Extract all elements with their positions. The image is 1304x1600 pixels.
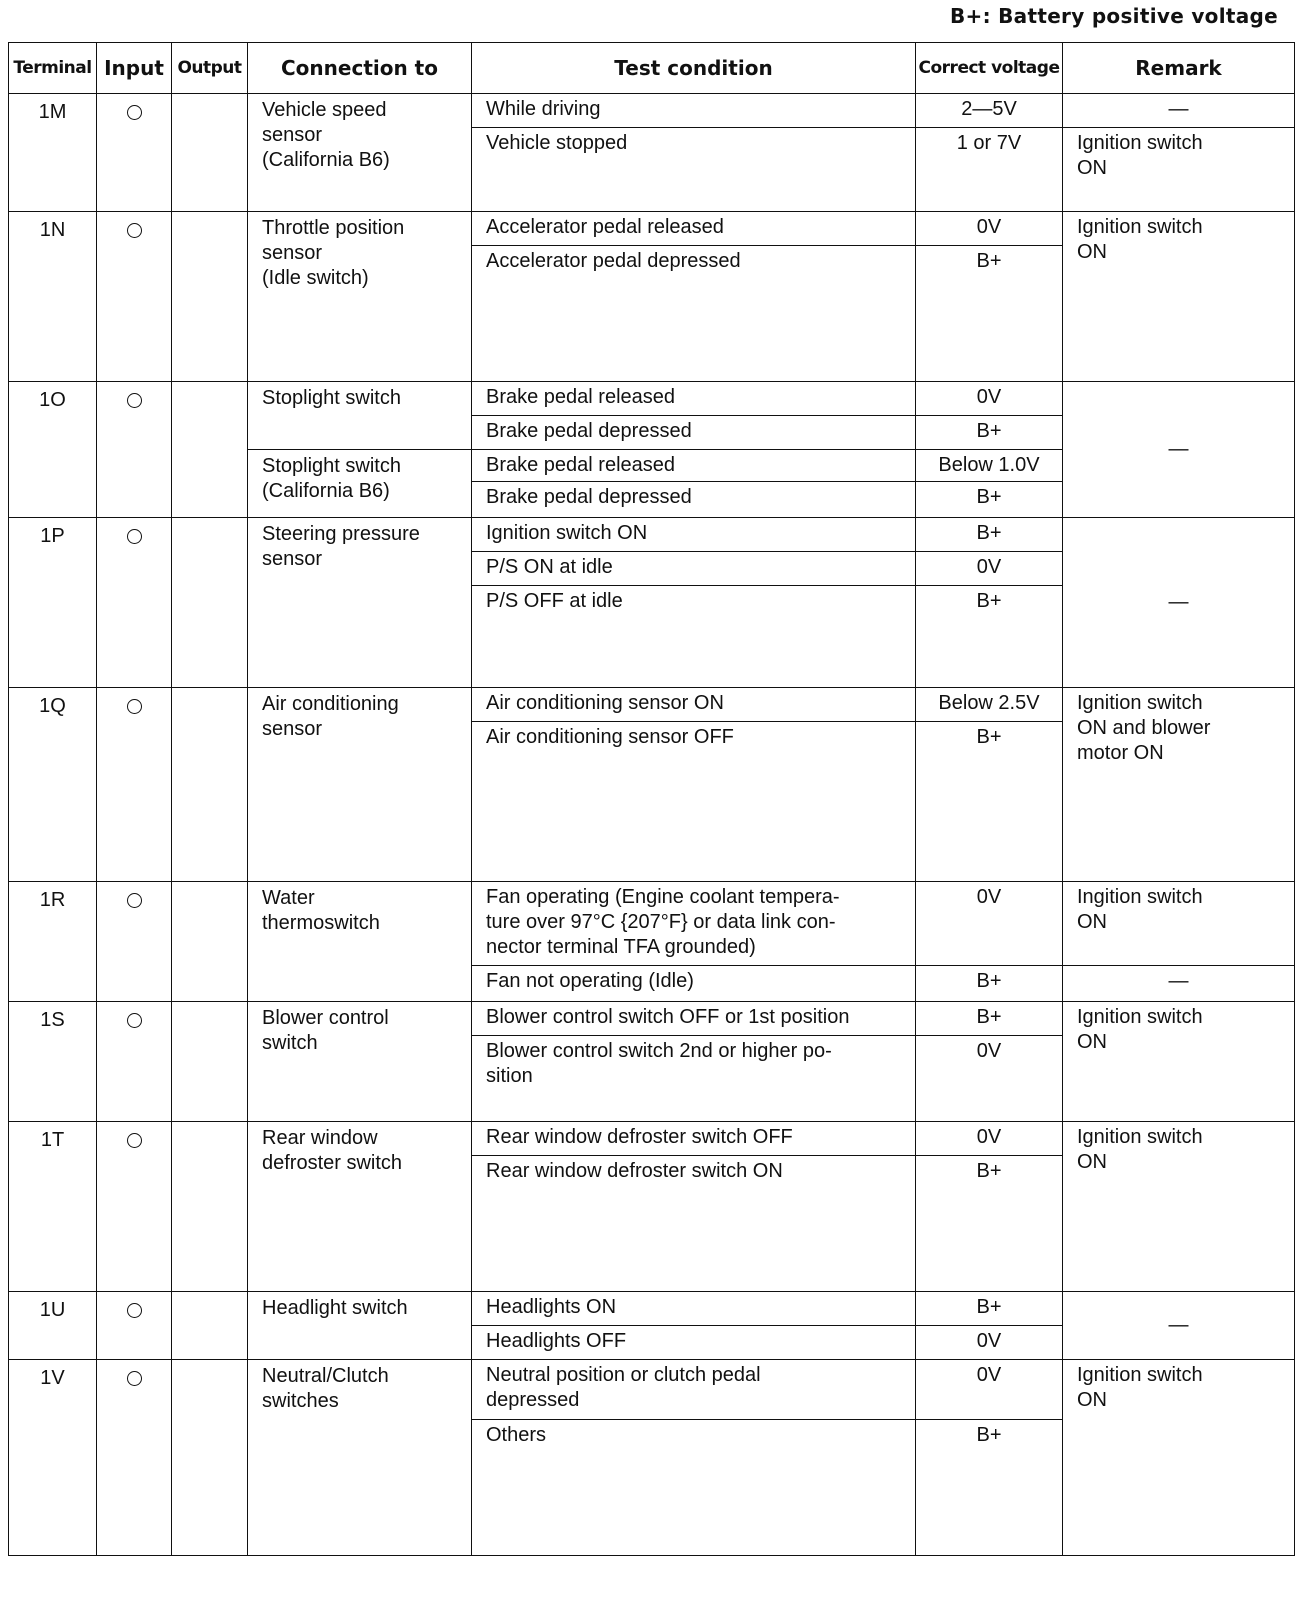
remark-cell: Ignition switch ON: [1063, 1002, 1295, 1122]
header-input: Input: [97, 43, 172, 94]
connection-cell: Air conditioning sensor: [248, 688, 472, 882]
connection-cell: Neutral/Clutch switches: [248, 1360, 472, 1556]
output-cell: [172, 212, 248, 382]
input-cell: [97, 382, 172, 518]
connection-cell: Stoplight switch (California B6): [248, 450, 472, 518]
condition-cell: While driving: [472, 94, 916, 128]
condition-cell: Rear window defroster switch ON: [472, 1156, 916, 1292]
terminal-cell: 1N: [9, 212, 97, 382]
header-output: Output: [172, 43, 248, 94]
condition-cell: Accelerator pedal released: [472, 212, 916, 246]
voltage-cell: 0V: [916, 1360, 1063, 1420]
circle-icon: [127, 1133, 142, 1148]
circle-icon: [127, 393, 142, 408]
voltage-cell: B+: [916, 722, 1063, 882]
output-cell: [172, 1002, 248, 1122]
terminal-cell: 1P: [9, 518, 97, 688]
terminal-cell: 1V: [9, 1360, 97, 1556]
circle-icon: [127, 1013, 142, 1028]
header-terminal: Terminal: [9, 43, 97, 94]
connection-cell: Throttle position sensor (Idle switch): [248, 212, 472, 382]
connection-cell: Headlight switch: [248, 1292, 472, 1360]
input-cell: [97, 1292, 172, 1360]
table-row: [9, 688, 1295, 722]
condition-cell: Blower control switch 2nd or higher po- sition: [472, 1036, 916, 1122]
header-correct-voltage: Correct voltage: [916, 43, 1063, 94]
input-cell: [97, 882, 172, 1002]
voltage-cell: B+: [916, 246, 1063, 382]
connection-cell: Stoplight switch: [248, 382, 472, 450]
table-row: [9, 1292, 1295, 1326]
output-cell: [172, 688, 248, 882]
terminal-cell: 1R: [9, 882, 97, 1002]
condition-cell: Headlights ON: [472, 1292, 916, 1326]
voltage-cell: 0V: [916, 212, 1063, 246]
terminal-cell: 1O: [9, 382, 97, 518]
remark-cell: —: [1063, 1292, 1295, 1360]
condition-cell: Vehicle stopped: [472, 128, 916, 212]
terminal-cell: 1T: [9, 1122, 97, 1292]
circle-icon: [127, 105, 142, 120]
connection-cell: Water thermoswitch: [248, 882, 472, 1002]
condition-cell: Accelerator pedal depressed: [472, 246, 916, 382]
remark-cell: —: [1063, 94, 1295, 128]
voltage-cell: B+: [916, 1420, 1063, 1556]
voltage-cell: 0V: [916, 882, 1063, 966]
condition-cell: Ignition switch ON: [472, 518, 916, 552]
table-row: [9, 212, 1295, 246]
output-cell: [172, 94, 248, 212]
condition-cell: P/S ON at idle: [472, 552, 916, 586]
voltage-cell: B+: [916, 1156, 1063, 1292]
output-cell: [172, 882, 248, 1002]
terminal-voltage-table: [8, 42, 1295, 1556]
terminal-cell: 1M: [9, 94, 97, 212]
battery-voltage-legend: B+: Battery positive voltage: [949, 4, 1278, 28]
voltage-cell: 0V: [916, 552, 1063, 586]
table-row: [9, 1360, 1295, 1420]
header-connection: Connection to: [248, 43, 472, 94]
voltage-cell: 2—5V: [916, 94, 1063, 128]
condition-cell: Others: [472, 1420, 916, 1556]
terminal-cell: 1U: [9, 1292, 97, 1360]
voltage-cell: B+: [916, 586, 1063, 688]
condition-cell: Headlights OFF: [472, 1326, 916, 1360]
condition-cell: Fan not operating (Idle): [472, 966, 916, 1002]
voltage-cell: B+: [916, 1292, 1063, 1326]
output-cell: [172, 1122, 248, 1292]
connection-cell: Rear window defroster switch: [248, 1122, 472, 1292]
remark-cell: Ignition switch ON: [1063, 1360, 1295, 1556]
output-cell: [172, 518, 248, 688]
condition-cell: Brake pedal depressed: [472, 482, 916, 518]
output-cell: [172, 1360, 248, 1556]
remark-cell: Ingition switch ON: [1063, 882, 1295, 966]
circle-icon: [127, 529, 142, 544]
table-row: [9, 94, 1295, 128]
circle-icon: [127, 699, 142, 714]
connection-cell: Blower control switch: [248, 1002, 472, 1122]
condition-cell: P/S OFF at idle: [472, 586, 916, 688]
input-cell: [97, 1002, 172, 1122]
circle-icon: [127, 1371, 142, 1386]
input-cell: [97, 688, 172, 882]
output-cell: [172, 382, 248, 518]
condition-cell: Blower control switch OFF or 1st position: [472, 1002, 916, 1036]
condition-cell: Brake pedal released: [472, 450, 916, 482]
condition-cell: Fan operating (Engine coolant tempera- ture over 97°C {207°F} or data link con- nector terminal TFA grounded): [472, 882, 916, 966]
remark-cell: Ignition switch ON: [1063, 212, 1295, 382]
circle-icon: [127, 1303, 142, 1318]
table-row: [9, 882, 1295, 966]
output-cell: [172, 1292, 248, 1360]
connection-cell: Steering pressure sensor: [248, 518, 472, 688]
voltage-cell: B+: [916, 518, 1063, 552]
voltage-cell: Below 2.5V: [916, 688, 1063, 722]
table-row: [9, 518, 1295, 552]
condition-cell: Brake pedal released: [472, 382, 916, 416]
input-cell: [97, 212, 172, 382]
condition-cell: Air conditioning sensor OFF: [472, 722, 916, 882]
voltage-cell: 0V: [916, 1326, 1063, 1360]
condition-cell: Rear window defroster switch OFF: [472, 1122, 916, 1156]
condition-cell: Neutral position or clutch pedal depressed: [472, 1360, 916, 1420]
remark-cell: —: [1063, 966, 1295, 1002]
table-row: [9, 1002, 1295, 1036]
header-row: [9, 43, 1295, 94]
voltage-cell: B+: [916, 966, 1063, 1002]
voltage-cell: B+: [916, 1002, 1063, 1036]
voltage-cell: B+: [916, 416, 1063, 450]
terminal-cell: 1Q: [9, 688, 97, 882]
table-row: [9, 382, 1295, 416]
voltage-cell: 0V: [916, 382, 1063, 416]
condition-cell: Air conditioning sensor ON: [472, 688, 916, 722]
circle-icon: [127, 223, 142, 238]
connection-cell: Vehicle speed sensor (California B6): [248, 94, 472, 212]
condition-cell: Brake pedal depressed: [472, 416, 916, 450]
header-test-condition: Test condition: [472, 43, 916, 94]
input-cell: [97, 1122, 172, 1292]
input-cell: [97, 94, 172, 212]
input-cell: [97, 518, 172, 688]
header-remark: Remark: [1063, 43, 1295, 94]
circle-icon: [127, 893, 142, 908]
input-cell: [97, 1360, 172, 1556]
remark-cell: —: [1063, 382, 1295, 518]
voltage-cell: 0V: [916, 1122, 1063, 1156]
remark-cell: Ignition switch ON and blower motor ON: [1063, 688, 1295, 882]
remark-cell: Ignition switch ON: [1063, 128, 1295, 212]
remark-cell: —: [1063, 518, 1295, 688]
table-row: [9, 1122, 1295, 1156]
remark-cell: Ignition switch ON: [1063, 1122, 1295, 1292]
voltage-cell: 0V: [916, 1036, 1063, 1122]
voltage-cell: 1 or 7V: [916, 128, 1063, 212]
voltage-cell: Below 1.0V: [916, 450, 1063, 482]
terminal-cell: 1S: [9, 1002, 97, 1122]
voltage-cell: B+: [916, 482, 1063, 518]
